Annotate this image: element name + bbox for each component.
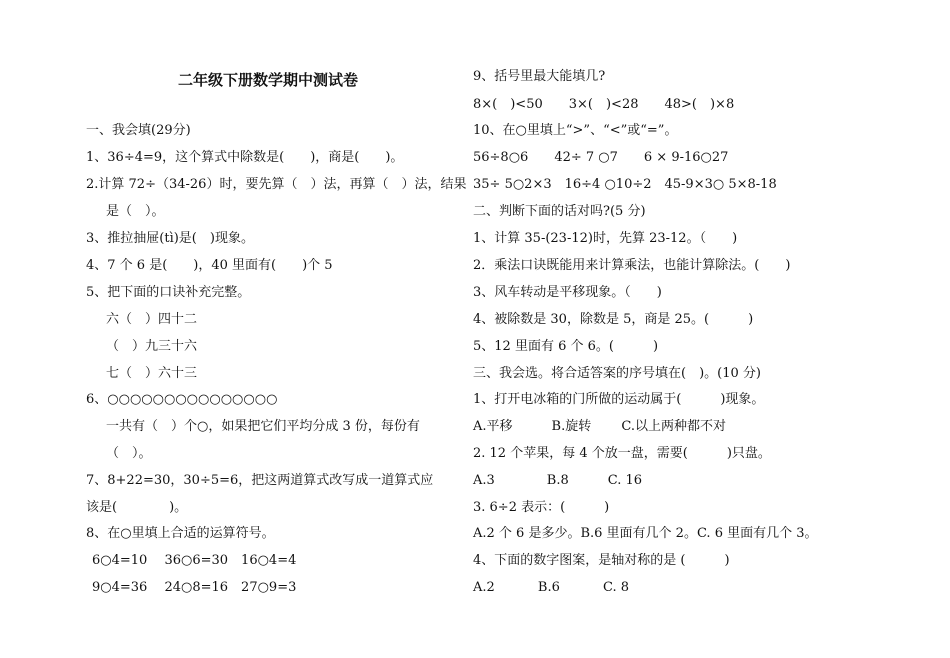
right-line-19: A.2 B.6 C. 8 bbox=[473, 580, 630, 595]
right-line-10: 5、12 里面有 6 个 6。( ) bbox=[473, 339, 659, 354]
right-line-8: 3、风车转动是平移现象。（ ) bbox=[473, 285, 662, 300]
left-line-1: 1、36÷4=9，这个算式中除数是( )，商是( )。 bbox=[86, 150, 404, 165]
right-line-13: A.平移 B.旋转 C.以上两种都不对 bbox=[473, 419, 726, 434]
page-title: 二年级下册数学期中测试卷 bbox=[178, 71, 359, 89]
right-line-2: 10、在○里填上“>”、“<”或“=”。 bbox=[473, 123, 678, 138]
right-line-4: 35÷ 5○2×3 16÷4 ○10÷2 45-9×3○ 5×8-18 bbox=[473, 177, 777, 192]
left-line-5: 4、7 个 6 是( )，40 里面有( )个 5 bbox=[86, 258, 333, 273]
right-line-5: 二、判断下面的话对吗?(5 分) bbox=[473, 204, 646, 219]
left-line-4: 3、推拉抽屉(tì)是( )现象。 bbox=[86, 231, 254, 246]
left-line-2: 2.计算 72÷（34-26）时，要先算（ ）法，再算（ ）法，结果 bbox=[86, 177, 467, 192]
right-line-0: 9、括号里最大能填几? bbox=[473, 69, 606, 84]
right-line-18: 4、下面的数字图案，是轴对称的是 ( ) bbox=[473, 553, 730, 568]
right-line-16: 3. 6÷2 表示：( ) bbox=[473, 500, 610, 515]
right-line-11: 三、我会选。将合适答案的序号填在( )。(10 分) bbox=[473, 366, 761, 381]
left-line-9: 七（ ）六十三 bbox=[106, 366, 198, 381]
left-line-11: 一共有（ ）个○，如果把它们平均分成 3 份，每份有 bbox=[106, 419, 420, 434]
left-line-15: 8、在○里填上合适的运算符号。 bbox=[86, 526, 275, 541]
right-line-7: 2．乘法口诀既能用来计算乘法，也能计算除法。( ) bbox=[473, 258, 791, 273]
right-line-12: 1、打开电冰箱的门所做的运动属于( )现象。 bbox=[473, 392, 765, 407]
right-line-17: A.2 个 6 是多少。B.6 里面有几个 2。C. 6 里面有几个 3。 bbox=[473, 526, 818, 541]
right-line-3: 56÷8○6 42÷ 7 ○7 6 × 9-16○27 bbox=[473, 150, 729, 165]
left-line-3: 是（ ）。 bbox=[106, 204, 165, 219]
right-line-14: 2. 12 个苹果，每 4 个放一盘，需要( )只盘。 bbox=[473, 446, 771, 461]
right-line-9: 4、被除数是 30，除数是 5，商是 25。( ) bbox=[473, 312, 754, 327]
left-line-7: 六（ ）四十二 bbox=[106, 312, 198, 327]
left-line-13: 7、8+22=30，30÷5=6，把这两道算式改写成一道算式应 bbox=[86, 473, 434, 488]
left-line-16: 6○4=10 36○6=30 16○4=4 bbox=[92, 553, 297, 568]
left-line-6: 5、把下面的口诀补充完整。 bbox=[86, 285, 251, 300]
left-line-12: （ ）。 bbox=[106, 446, 152, 461]
left-line-8: （ ）九三十六 bbox=[106, 339, 198, 354]
left-line-17: 9○4=36 24○8=16 27○9=3 bbox=[92, 580, 297, 595]
left-line-0: 一、我会填(29分) bbox=[86, 123, 191, 138]
left-line-10: 6、○○○○○○○○○○○○○○○ bbox=[86, 392, 278, 407]
right-line-15: A.3 B.8 C. 16 bbox=[473, 473, 643, 488]
left-line-14: 该是( )。 bbox=[86, 500, 188, 515]
right-line-1: 8×( )<50 3×( )<28 48>( )×8 bbox=[473, 97, 735, 112]
right-line-6: 1、计算 35-(23-12)时，先算 23-12。（ ) bbox=[473, 231, 738, 246]
